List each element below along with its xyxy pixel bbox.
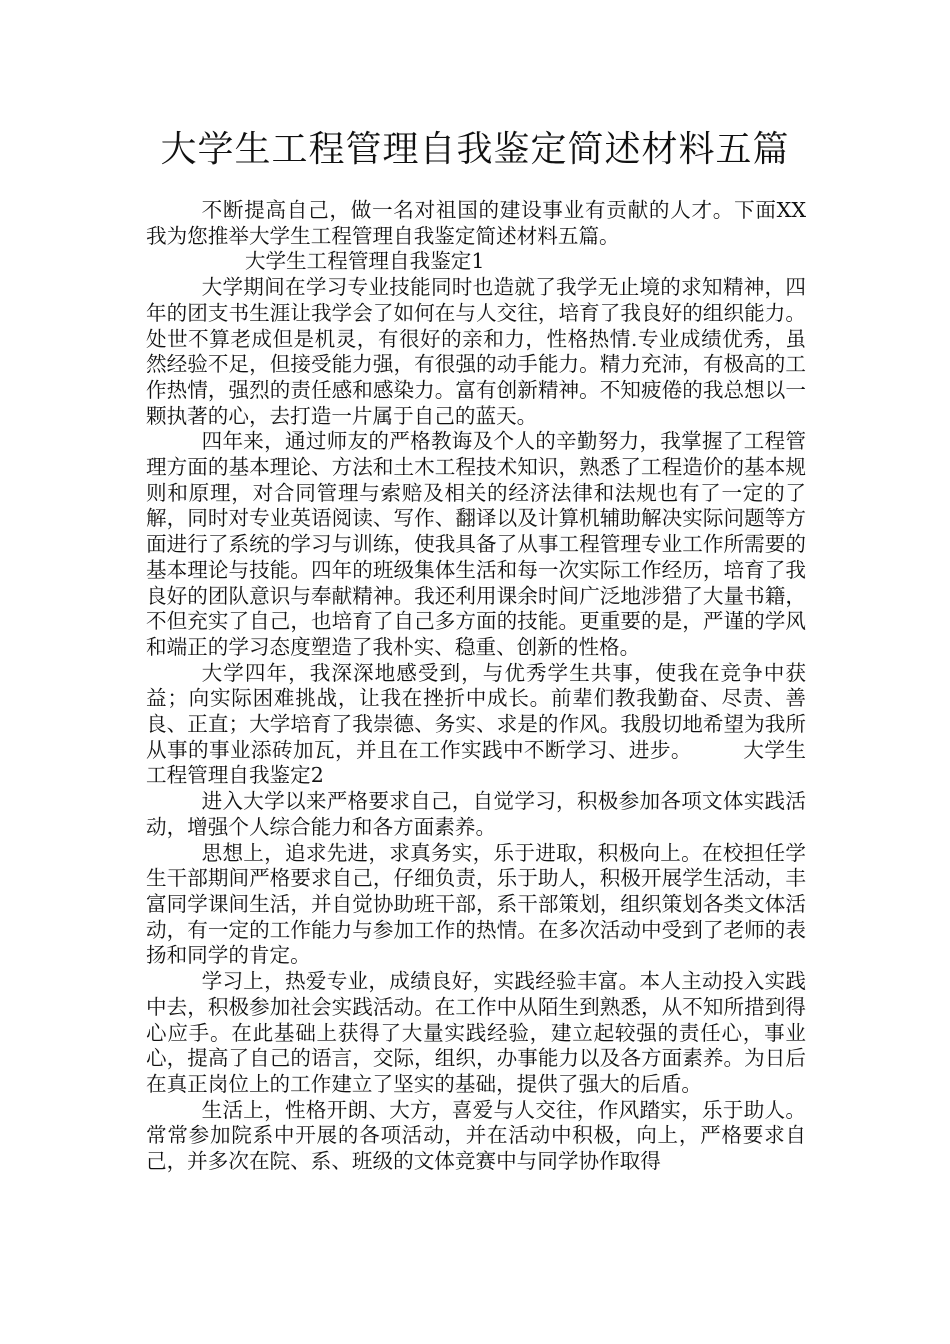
section-2-paragraph-4: 生活上，性格开朗、大方，喜爱与人交往，作风踏实，乐于助人。常常参加院系中开展的各项活动，并在活动中积极，向上，严格要求自己，并多次在院、系、班级的文体竞赛中与同学协作取得 bbox=[146, 1097, 806, 1174]
section-1-paragraph-2: 四年来，通过师友的严格教诲及个人的辛勤努力，我掌握了工程管理方面的基本理论、方法和土木工程技术知识，熟悉了工程造价的基本规则和原理，对合同管理与索赔及相关的经济法律和法规也有了一定的了解，同时对专业英语阅读、写作、翻译以及计算机辅助解决实际问题等方面进行了系统的学习与训练，使我具备了从事工程管理专业工作所需要的基本理论与技能。四年的班级集体生活和每一次实际工作经历，培育了我良好的团队意识与奉献精神。我还利用课余时间广泛地涉猎了大量书籍，不但充实了自己，也培育了自己多方面的技能。更重要的是，严谨的学风和端正的学习态度塑造了我朴实、稳重、创新的性格。 bbox=[146, 429, 806, 659]
section-2-paragraph-1: 进入大学以来严格要求自己，自觉学习，积极参加各项文体实践活动，增强个人综合能力和各方面素养。 bbox=[146, 789, 806, 839]
document-title: 大学生工程管理自我鉴定简述材料五篇 bbox=[160, 129, 790, 170]
section-1-paragraph-3 bbox=[146, 661, 806, 790]
section-1-paragraph-3-text: 大学四年，我深深地感受到，与优秀学生共事，使我在竞争中获益；向实际困难挑战，让我在挫折中成长。前辈们教我勤奋、尽责、善良、正直；大学培育了我崇德、务实、求是的作风。我殷切地希望为我所从事的事业添砖加瓦，并且在工作实践中不断学习、进步。 bbox=[146, 660, 806, 762]
section-1-paragraph-1: 大学期间在学习专业技能同时也造就了我学无止境的求知精神，四年的团支书生涯让我学会了如何在与人交往，培育了我良好的组织能力。处世不算老成但是机灵，有很好的亲和力，性格热情.专业成绩优秀，虽然经验不足，但接受能力强，有很强的动手能力。精力充沛，有极高的工作热情，强烈的责任感和感染力。富有创新精神。不知疲倦的我总想以一颗执著的心，去打造一片属于自己的蓝天。 bbox=[146, 275, 806, 428]
section-2-heading: 大学生工程管理自我鉴定2 bbox=[146, 737, 807, 788]
section-2-paragraph-3: 学习上，热爱专业，成绩良好，实践经验丰富。本人主动投入实践中去，积极参加社会实践活动。在工作中从陌生到熟悉，从不知所措到得心应手。在此基础上获得了大量实践经验，建立起较强的责任心，事业心，提高了自己的语言，交际，组织，办事能力以及各方面素养。为日后在真正岗位上的工作建立了坚实的基础，提供了强大的后盾。 bbox=[146, 969, 806, 1096]
section-2-paragraph-2: 思想上，追求先进，求真务实，乐于进取，积极向上。在校担任学生干部期间严格要求自己，仔细负责，乐于助人，积极开展学生活动，丰富同学课间生活，并自觉协助班干部，系干部策划，组织策划各类文体活动，有一定的工作能力与参加工作的热情。在多次活动中受到了老师的表扬和同学的肯定。 bbox=[146, 840, 806, 968]
intro-paragraph: 不断提高自己，做一名对祖国的建设事业有贡献的人才。下面XX我为您推举大学生工程管理自我鉴定简述材料五篇。 bbox=[146, 198, 806, 248]
document-body bbox=[146, 198, 806, 1175]
section-1-heading: 大学生工程管理自我鉴定1 bbox=[244, 249, 485, 274]
